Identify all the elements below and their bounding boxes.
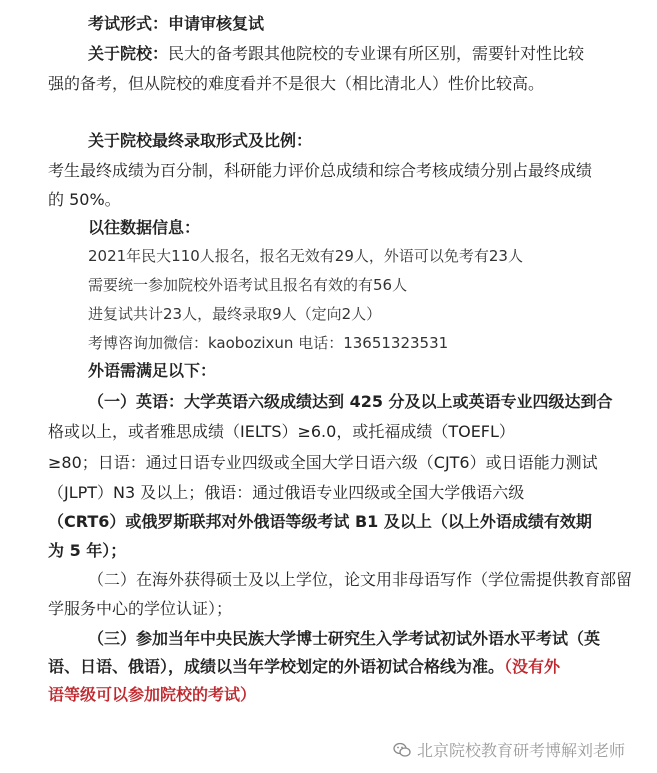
admission-text-line1: 考生最终成绩为百分制，科研能力评价总成绩和综合考核成绩分别占最终成绩 (48, 161, 593, 180)
note-red-part1: （没有外 (504, 657, 561, 676)
language-req-3-text: 语、日语、俄语），成绩以当年学校划定的外语初试合格线为准。 (48, 657, 505, 676)
admission-heading: 关于院校最终录取形式及比例： (88, 131, 313, 150)
language-req-1-line6: 为 5 年）； (48, 541, 127, 560)
watermark (393, 738, 625, 761)
wechat-icon (393, 742, 411, 758)
note-red-part2: 语等级可以参加院校的考试） (48, 685, 257, 704)
school-intro-text: 民大的备考跟其他院校的专业课有所区别，需要针对性比较 (168, 44, 585, 63)
language-req-2-line2: 学服务中心的学位认证）； (48, 599, 233, 618)
watermark-text: 北京院校教育研考博解刘老师 (417, 741, 626, 760)
language-req-1-line1: （一）英语：大学英语六级成绩达到 425 分及以上或英语专业四级达到合 (88, 392, 613, 411)
language-req-1-line4: （JLPT）N3 及以上；俄语：通过俄语专业四级或全国大学俄语六级 (48, 483, 525, 502)
language-req-2-line1: （二）在海外获得硕士及以上学位，论文用非母语写作（学位需提供教育部留 (88, 570, 633, 589)
admission-text-line2: 的 50%。 (48, 190, 121, 209)
language-req-1-line3: ≥80；日语：通过日语专业四级或全国大学日语六级（CJT6）或日语能力测试 (48, 453, 598, 472)
language-req-3-line1: （三）参加当年中央民族大学博士研究生入学考试初试外语水平考试（英 (88, 629, 601, 648)
school-intro-heading: 关于院校： (88, 44, 169, 63)
exam-format: 考试形式：申请审核复试 (88, 14, 265, 33)
language-req-1-line2: 格或以上，或者雅思成绩（IELTS）≥6.0，或托福成绩（TOEFL） (48, 422, 515, 441)
language-req-1-line5: （CRT6）或俄罗斯联邦对外俄语等级考试 B1 及以上（以上外语成绩有效期 (48, 512, 592, 531)
school-intro-line1 (88, 43, 584, 65)
past-data-line3: 进复试共计23人，最终录取9人（定向2人） (88, 305, 382, 323)
past-data-line2: 需要统一参加院校外语考试且报名有效的有56人 (88, 276, 408, 294)
language-heading: 外语需满足以下： (88, 361, 217, 380)
past-data-line1: 2021年民大110人报名，报名无效有29人，外语可以免考有23人 (88, 247, 523, 265)
school-intro-line2: 强的备考，但从院校的难度看并不是很大（相比清北人）性价比较高。 (48, 74, 545, 93)
past-data-heading: 以往数据信息： (88, 218, 201, 237)
contact-line: 考博咨询加微信：kaobozixun 电话：13651323531 (88, 334, 449, 352)
language-req-3-line2 (48, 656, 560, 678)
